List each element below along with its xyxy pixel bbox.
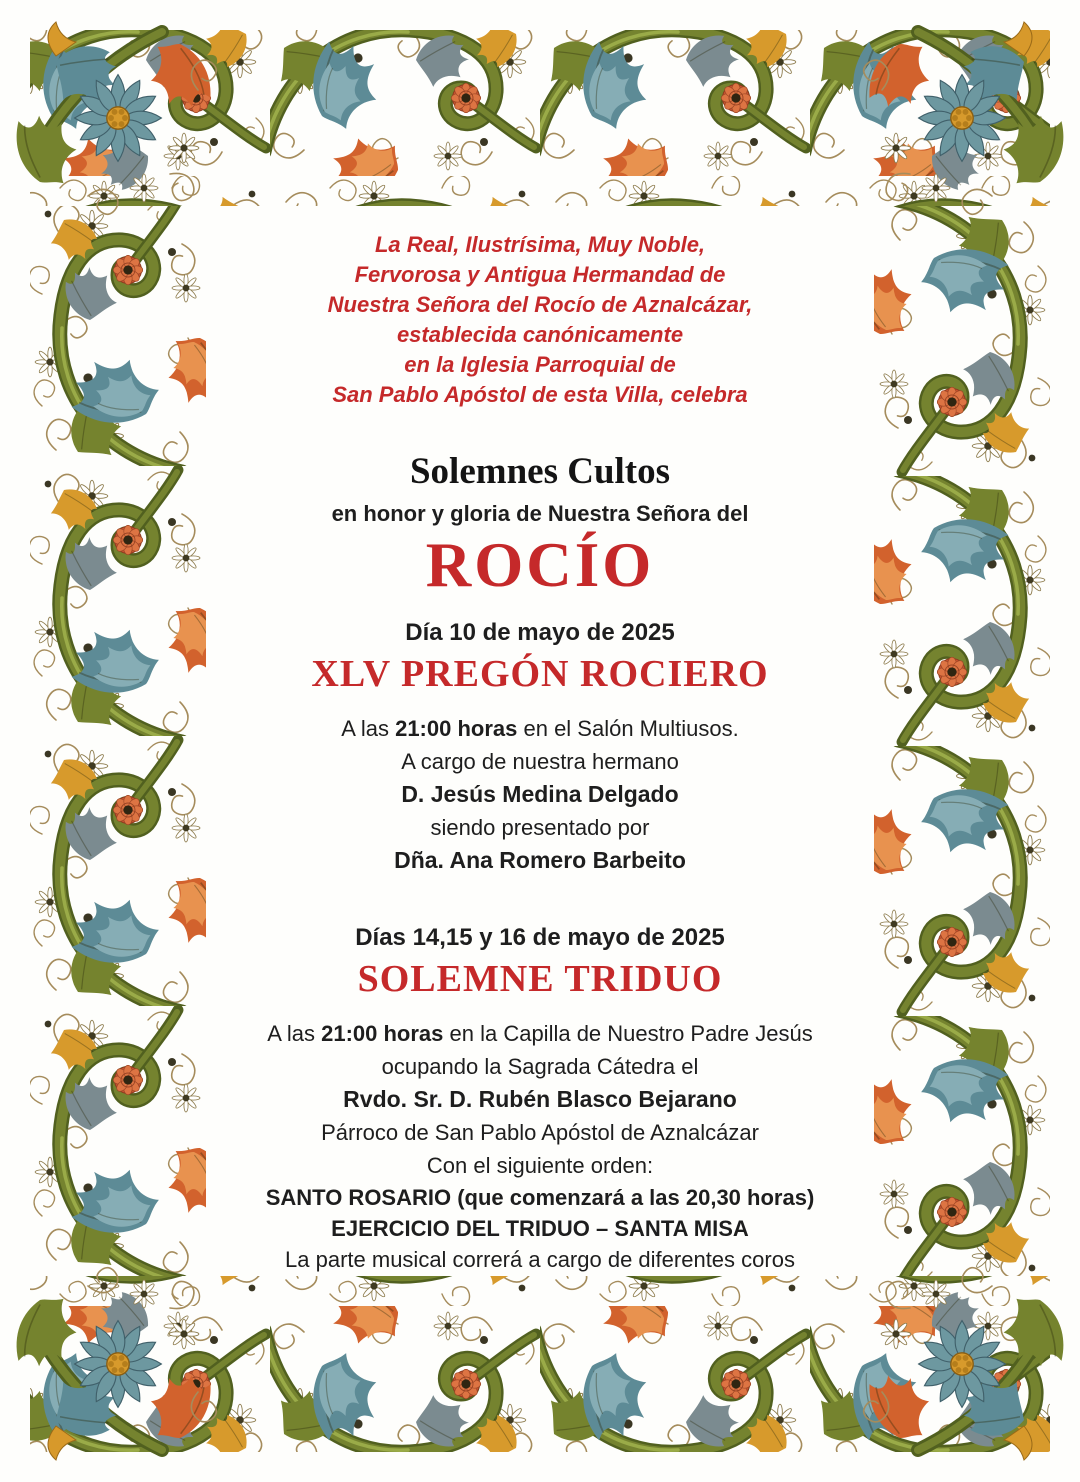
triduo-time-post: en la Capilla de Nuestro Padre Jesús [443, 1021, 813, 1046]
intro-line-2: Fervorosa y Antigua Hermandad de [354, 262, 726, 287]
pregon-presented-line: siendo presentado por [430, 815, 650, 840]
pregon-time-post: en el Salón Multiusos. [517, 716, 739, 741]
triduo-time-bold: 21:00 horas [321, 1021, 444, 1046]
intro-line-3: Nuestra Señora del Rocío de Aznalcázar, [327, 292, 753, 317]
triduo-title: SOLEMNE TRIDUO [357, 958, 723, 1000]
pregon-presenter: Dña. Ana Romero Barbeito [394, 847, 686, 873]
intro-line-6: San Pablo Apóstol de esta Villa, celebra [332, 382, 748, 407]
pregon-date: Día 10 de mayo de 2025 [405, 619, 675, 646]
intro-line-5: en la Iglesia Parroquial de [404, 352, 676, 377]
pregon-time-bold: 21:00 horas [395, 716, 518, 741]
pregon-speaker: D. Jesús Medina Delgado [401, 781, 679, 807]
pregon-title: XLV PREGÓN ROCIERO [311, 653, 769, 695]
pregon-time-pre: A las [341, 716, 396, 741]
triduo-date: Días 14,15 y 16 de mayo de 2025 [355, 924, 725, 951]
border-band-left [30, 206, 206, 1276]
rocio-title: ROCÍO [425, 530, 655, 600]
order-heading: Con el siguiente orden: [426, 1153, 654, 1178]
border-band-right [874, 206, 1050, 1276]
pregon-charge-line: A cargo de nuestra hermano [401, 749, 679, 774]
triduo-parroco-line: Párroco de San Pablo Apóstol de Aznalcázar [321, 1120, 759, 1145]
triduo-time-pre: A las [267, 1021, 322, 1046]
poster-content [206, 0, 874, 1276]
hermandad-intro [206, 230, 874, 410]
order-item-ejercicio: EJERCICIO DEL TRIDUO – SANTA MISA [331, 1216, 749, 1241]
triduo-time-line [206, 1017, 874, 1050]
music-closing-line: La parte musical correrá a cargo de diferentes coros [285, 1247, 795, 1272]
pregon-time-line [206, 712, 874, 745]
order-item-rosario: SANTO ROSARIO (que comenzará a las 20,30 horas) [265, 1185, 815, 1210]
triduo-priest: Rvdo. Sr. D. Rubén Blasco Bejarano [343, 1086, 737, 1112]
intro-line-1: La Real, Ilustrísima, Muy Noble, [374, 232, 706, 257]
triduo-catedra-line: ocupando la Sagrada Cátedra el [381, 1054, 699, 1079]
cultos-title: Solemnes Cultos [409, 451, 671, 492]
intro-line-4: establecida canónicamente [396, 322, 684, 347]
cultos-subtitle: en honor y gloria de Nuestra Señora del [331, 501, 749, 526]
